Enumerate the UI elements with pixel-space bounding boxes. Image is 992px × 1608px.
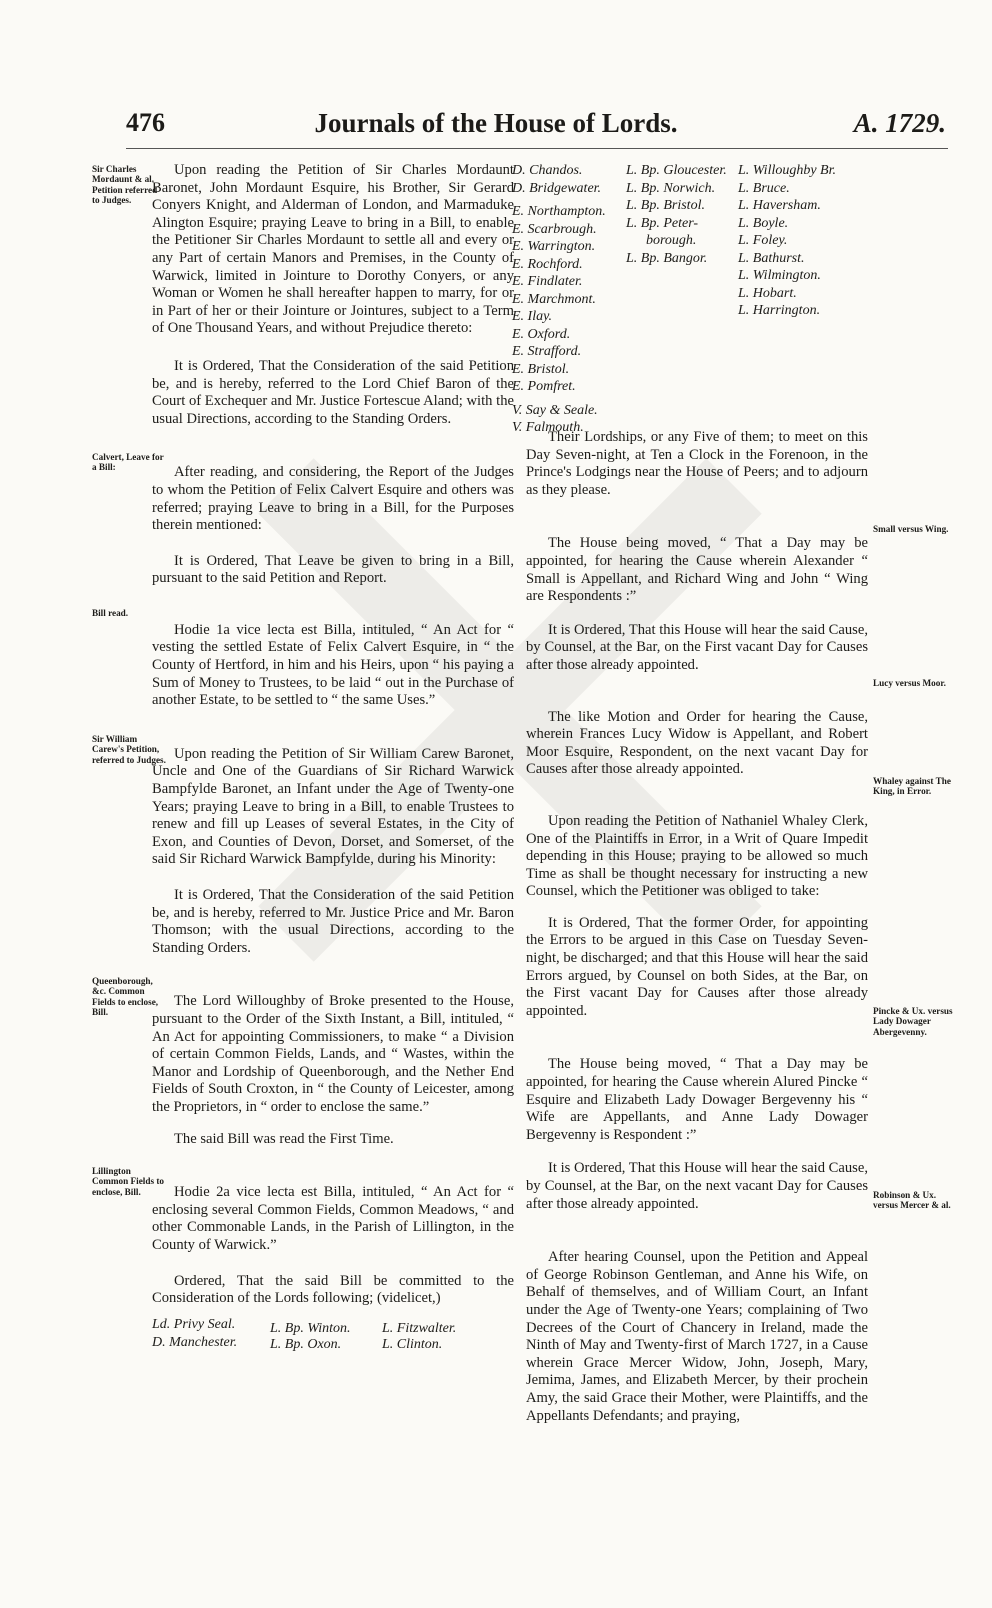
entry-mordaunt-petition: Upon reading the Petition of Sir Charles Mordaunt Baronet, John Mordaunt Esquire, his Brother, Sir Gerard Conyers Knight, and Alderman of London, and Marmaduke Alington Esquire; praying Leave to bring in a Bill, to enable the Petitioner Sir Charles Mordaunt to settle all and every or any Part of certain Manors and Premises, in the County of Warwick, limited in Jointure to Dorothy Conyers, or any Woman or Women he shall hereafter happen to marry, for or in Part of her or their Jointure or Jointures, subject to a Term of One Thousand Years, and without Prejudice thereto: xyxy=(152,162,514,337)
entry-calvert-order: It is Ordered, That Leave be given to bring in a Bill, pursuant to the said Petition and Report. xyxy=(152,552,514,587)
lord-name: D. Bridgewater. xyxy=(512,180,602,196)
margin-note-lucy-moor: Lucy versus Moor. xyxy=(873,678,946,688)
left-column xyxy=(152,162,514,1354)
committee-lords-list xyxy=(152,1316,514,1354)
margin-note-lillington: Lillington Common Fields to enclose, Bill. xyxy=(92,1166,164,1197)
margin-note-mordaunt: Sir Charles Mordaunt & al. Petition referred to Judges. xyxy=(92,164,158,206)
committee-lords-roster xyxy=(512,162,868,435)
entry-carew-petition: Upon reading the Petition of Sir William Carew Baronet, Uncle and One of the Guardians of Sir Richard Warwick Bampfylde Baronet, an Infant under the Age of Twenty-one Years; praying Leave to bring in a Bill, to enable Trustees to renew and fill up Leases of several Estates, in the City of Exon, and Counties of Devon, Dorset, and Somerset, of the said Sir Richard Warwick Bampfylde, during his Minority: xyxy=(152,745,514,868)
lord-name: L. Bathurst. xyxy=(738,250,805,266)
page-header xyxy=(0,108,992,148)
entry-committee-meeting: Their Lordships, or any Five of them; to meet on this Day Seven-night, at Ten a Clock in the Forenoon, in the Prince's Lodgings near the House of Peers; and to adjourn as they please. xyxy=(526,429,868,498)
margin-note-carew: Sir William Carew's Petition, referred to Judges. xyxy=(92,734,166,765)
lord-name: E. Pomfret. xyxy=(512,379,576,394)
entry-queenborough-bill: The Lord Willoughby of Broke presented to the House, pursuant to the Order of the Sixth Instant, a Bill, intituled, “ An Act for appointing Commissioners, to make “ a Division of certain Common Fields, Lands, and “ Wastes, within the Manor and Lordship of Queenborough, and the Nether End Fields of South Croxton, in “ the County of Leicester, among the Proprietors, in “ order to enclose the same.” xyxy=(152,993,514,1115)
lord-name: E. Northampton. xyxy=(512,204,606,219)
lord-name: L. Clinton. xyxy=(382,1336,443,1352)
entry-whaley-petition: Upon reading the Petition of Nathaniel Whaley Clerk, One of the Plaintiffs in Error, in a Writ of Quare Impedit depending in this House; praying to be allowed so much Time as shall be thought necessary for instructing a new Counsel, which the Petitioner was obliged to take: xyxy=(526,812,868,900)
lord-name: Ld. Privy Seal. xyxy=(152,1316,236,1332)
margin-note-pincke: Pincke & Ux. versus Lady Dowager Abergevenny. xyxy=(873,1006,953,1037)
lord-name: L. Bruce. xyxy=(738,180,790,196)
roster-col-barons xyxy=(738,162,836,320)
lord-name: E. Oxford. xyxy=(512,326,571,342)
lord-name: L. Bp. Gloucester. xyxy=(626,163,727,178)
entry-pincke-order: It is Ordered, That this House will hear the said Cause, by Counsel, at the Bar, on the next vacant Day for Causes after those already appointed. xyxy=(526,1160,868,1212)
lord-name: L. Bp. Oxon. xyxy=(270,1336,342,1352)
lord-name: E. Bristol. xyxy=(512,361,570,377)
roster-col-bishops xyxy=(626,162,727,267)
lord-name: V. Say & Seale. xyxy=(512,402,598,418)
entry-whaley-order: It is Ordered, That the former Order, for appointing the Errors to be argued in this Case on Tuesday Seven-night, be discharged; and that this House will hear the said Errors argued, by Counsel on both Sides, at the Bar, on the First vacant Day for Causes after those already appointed. xyxy=(526,914,868,1019)
lord-name: E. Marchmont. xyxy=(512,291,596,307)
lord-name: D. Chandos. xyxy=(512,163,583,178)
roster-col-peers xyxy=(512,162,606,437)
lord-name: V. Falmouth. xyxy=(512,420,584,435)
lord-name: L. Hobart. xyxy=(738,285,797,301)
lord-name: E. Warrington. xyxy=(512,239,596,254)
page-number: 476 xyxy=(126,108,165,137)
margin-note-calvert: Calvert, Leave for a Bill: xyxy=(92,452,164,473)
entry-small-wing-motion: The House being moved, “ That a Day may be appointed, for hearing the Cause wherein Alexander “ Small is Appellant, and Richard Wing and John “ Wing are Respondents :” xyxy=(526,535,868,605)
lord-name: L. Bp. Peter- xyxy=(626,215,699,231)
entry-calvert-bill: Hodie 1a vice lecta est Billa, intituled, “ An Act for “ vesting the settled Estate of Felix Calvert Esquire, in “ the County of Hertford, in him and his Heirs, upon “ his paying a Sum of Money to Trustees, to be laid “ out in the Purchase of another Estate, to be settled to “ the same Uses.” xyxy=(152,621,514,709)
lord-name: E. Strafford. xyxy=(512,344,582,359)
entry-carew-order: It is Ordered, That the Consideration of the said Petition be, and is hereby, referred to Mr. Justice Price and Mr. Baron Thomson; with the usual Directions, according to the Standing Orders. xyxy=(152,887,514,956)
lord-name: borough. xyxy=(646,233,697,248)
lord-name: E. Scarbrough. xyxy=(512,221,597,237)
entry-calvert-report: After reading, and considering, the Report of the Judges to whom the Petition of Felix Calvert Esquire and others was referred; praying Leave to bring in a Bill, for the Purposes therein mentioned: xyxy=(152,464,514,534)
lord-name: E. Findlater. xyxy=(512,274,583,289)
header-rule xyxy=(126,148,948,149)
lord-name: L. Wilmington. xyxy=(738,268,821,283)
margin-note-small-wing: Small versus Wing. xyxy=(873,524,949,534)
entry-lillington-bill: Hodie 2a vice lecta est Billa, intituled, “ An Act for “ enclosing several Common Fields, Common Meadows, “ and other Commonable Lands, in the Parish of Lillington, in the County of Warwick.” xyxy=(152,1184,514,1253)
lord-name: D. Manchester. xyxy=(152,1334,238,1350)
lord-name: E. Ilay. xyxy=(512,309,553,324)
lord-name: L. Harrington. xyxy=(738,303,821,318)
margin-note-bill-read: Bill read. xyxy=(92,608,129,618)
margin-note-queenborough: Queenborough, &c. Common Fields to enclose, Bill. xyxy=(92,976,159,1018)
margin-note-robinson: Robinson & Ux. versus Mercer & al. xyxy=(873,1190,951,1211)
page-year: A. 1729. xyxy=(853,108,946,138)
lord-name: L. Bp. Bristol. xyxy=(626,198,705,213)
lord-name: L. Willoughby Br. xyxy=(738,163,837,178)
lord-name: L. Bp. Norwich. xyxy=(626,180,716,196)
entry-lucy-moor: The like Motion and Order for hearing the Cause, wherein Frances Lucy Widow is Appellant, and Robert Moor Esquire, Respondent, on the next vacant Day for Causes after those already appointed. xyxy=(526,708,868,778)
entry-first-reading: The said Bill was read the First Time. xyxy=(174,1130,394,1147)
entry-committee-order: Ordered, That the said Bill be committed to the Consideration of the Lords following; (videlicet,) xyxy=(152,1272,514,1307)
entry-small-wing-order: It is Ordered, That this House will hear the said Cause, by Counsel, at the Bar, on the First vacant Day for Causes after those already appointed. xyxy=(526,621,868,673)
entry-robinson-appeal: After hearing Counsel, upon the Petition and Appeal of George Robinson Gentleman, and Anne his Wife, on Behalf of themselves, and of William Court, an Infant under the Age of Twenty-one Years; complaining of Two Decrees of the Court of Chancery in Ireland, made the Ninth of May and Twenty-first of March 1727, in a Cause wherein Grace Mercer Widow, John, Joseph, Mary, Jemima, James, and Elizabeth Mercer, by their prochein Amy, the said Grace their Mother, were Plaintiffs, and the Appellants Defendants; and praying, xyxy=(526,1249,868,1424)
lord-name: L. Bp. Winton. xyxy=(270,1320,351,1336)
lord-name: L. Bp. Bangor. xyxy=(626,250,708,266)
lord-name: L. Boyle. xyxy=(738,215,789,231)
lord-name: E. Rochford. xyxy=(512,256,583,272)
page-title: Journals of the House of Lords. xyxy=(314,108,678,138)
entry-pincke-motion: The House being moved, “ That a Day may be appointed, for hearing the Cause wherein Alured Pincke “ Esquire and Elizabeth Lady Dowager Bergevenny his “ Wife are Appellants, and Anne Lady Dowager Bergevenny is Respondent :” xyxy=(526,1056,868,1143)
lord-name: L. Haversham. xyxy=(738,198,821,213)
lord-name: L. Foley. xyxy=(738,233,788,248)
margin-note-whaley: Whaley against The King, in Error. xyxy=(873,776,951,797)
entry-mordaunt-order: It is Ordered, That the Consideration of the said Petition be, and is hereby, referred to the Lord Chief Baron of the Court of Exchequer and Mr. Justice Fortescue Aland; with the usual Directions, according to the Standing Orders. xyxy=(152,357,514,427)
right-column xyxy=(512,162,868,1425)
lord-name: L. Fitzwalter. xyxy=(382,1320,457,1336)
